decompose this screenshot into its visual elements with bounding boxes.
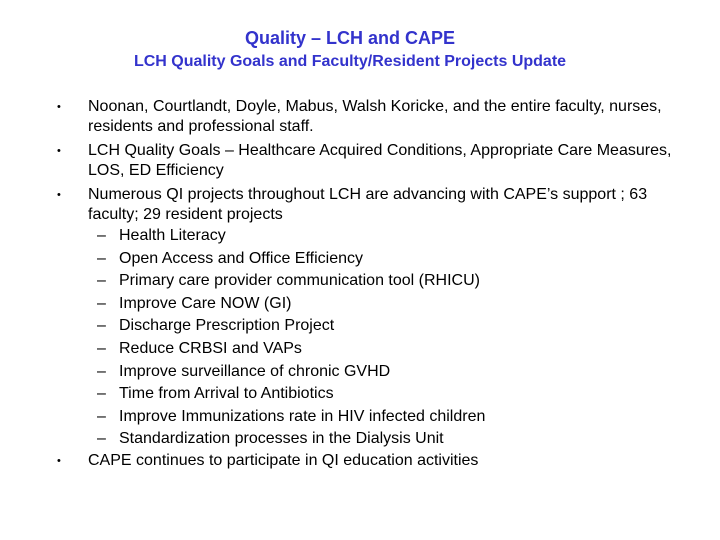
slide-subtitle: LCH Quality Goals and Faculty/Resident Projects Update bbox=[133, 53, 567, 70]
bullet-item bbox=[57, 141, 677, 181]
bullet-marker: • bbox=[57, 189, 61, 201]
sub-item-text: Primary care provider communication tool (RHICU) bbox=[119, 272, 480, 290]
sub-item bbox=[57, 225, 677, 248]
sub-item-text: Reduce CRBSI and VAPs bbox=[119, 339, 302, 357]
bullet-item bbox=[57, 185, 677, 225]
dash-marker: – bbox=[97, 227, 106, 244]
bullet-list bbox=[57, 97, 677, 471]
bullet-marker: • bbox=[57, 145, 61, 157]
sub-item-text: Standardization processes in the Dialysis Unit bbox=[119, 430, 444, 448]
dash-marker: – bbox=[97, 294, 106, 312]
sub-item-text: Health Literacy bbox=[119, 227, 226, 244]
sub-item bbox=[57, 361, 677, 384]
dash-marker: – bbox=[97, 317, 106, 335]
dash-marker: – bbox=[97, 407, 106, 425]
bullet-text: LCH Quality Goals – Healthcare Acquired Conditions, Appropriate Care Measures, LOS, ED Efficiency bbox=[88, 142, 672, 179]
sub-item-text: Discharge Prescription Project bbox=[119, 317, 335, 335]
sub-item-text: Open Access and Office Efficiency bbox=[119, 249, 363, 267]
sub-item-text: Time from Arrival to Antibiotics bbox=[119, 385, 334, 403]
dash-marker: – bbox=[97, 362, 106, 380]
sub-item-text: Improve surveillance of chronic GVHD bbox=[119, 362, 391, 380]
bullet-text: Noonan, Courtlandt, Doyle, Mabus, Walsh Koricke, and the entire faculty, nurses, residents and professional staff. bbox=[88, 98, 662, 135]
dash-marker: – bbox=[97, 430, 106, 448]
sub-item bbox=[57, 428, 677, 451]
sub-item bbox=[57, 383, 677, 406]
bullet-item bbox=[57, 97, 677, 137]
bullet-text: Numerous QI projects throughout LCH are advancing with CAPE’s support ; 63 faculty; 29 resident projects bbox=[88, 186, 648, 223]
slide-title: Quality – LCH and CAPE bbox=[244, 28, 456, 48]
sub-item bbox=[57, 248, 677, 271]
sub-item bbox=[57, 315, 677, 338]
bullet-marker: • bbox=[57, 101, 61, 113]
dash-marker: – bbox=[97, 339, 106, 357]
dash-marker: – bbox=[97, 385, 106, 403]
sub-item bbox=[57, 293, 677, 316]
sub-item bbox=[57, 406, 677, 429]
bullet-text: CAPE continues to participate in QI education activities bbox=[88, 451, 479, 469]
sub-item-list bbox=[57, 225, 677, 451]
bullet-item bbox=[57, 451, 677, 471]
dash-marker: – bbox=[97, 249, 106, 267]
dash-marker: – bbox=[97, 272, 106, 290]
sub-item bbox=[57, 338, 677, 361]
bullet-marker: • bbox=[57, 454, 61, 467]
sub-item-text: Improve Care NOW (GI) bbox=[119, 294, 292, 312]
sub-item bbox=[57, 270, 677, 293]
sub-item-text: Improve Immunizations rate in HIV infected children bbox=[119, 407, 486, 425]
